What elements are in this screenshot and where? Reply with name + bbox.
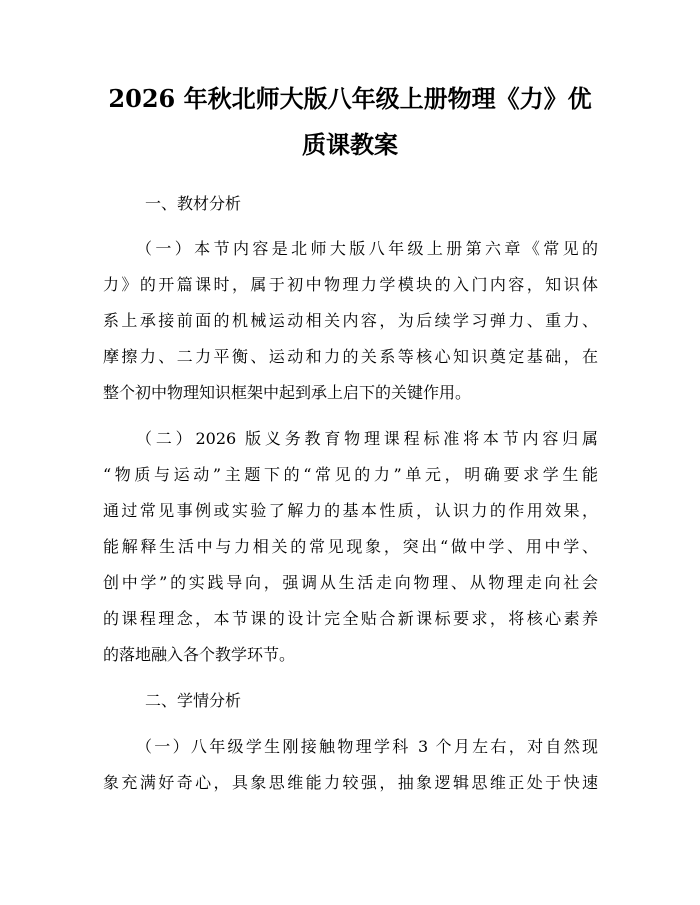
paragraph-line: 象充满好奇心，具象思维能力较强，抽象逻辑思维正处于快速 — [103, 773, 598, 792]
paragraph-line: 的落地融入各个教学环节。 — [103, 645, 296, 664]
paragraph-line: 力》的开篇课时，属于初中物理力学模块的入门内容，知识体 — [103, 275, 598, 294]
paragraph-line: 能解释生活中与力相关的常见现象，突出“做中学、用中学、 — [103, 537, 598, 556]
section-heading-learner-analysis: 二、学情分析 — [145, 691, 242, 710]
paragraph-line: 通过常见事例或实验了解力的基本性质，认识力的作用效果， — [103, 501, 598, 520]
paragraph-line: （一）八年级学生刚接触物理学科 3 个月左右，对自然现 — [136, 737, 598, 756]
section-heading-textbook-analysis: 一、教材分析 — [145, 194, 242, 213]
paragraph-line: （二）2026 版义务教育物理课程标准将本节内容归属 — [136, 429, 598, 448]
document-title-line-2: 质课教案 — [302, 130, 398, 159]
paragraph-line: 整个初中物理知识框架中起到承上启下的关键作用。 — [103, 383, 472, 402]
paragraph-line: 系上承接前面的机械运动相关内容，为后续学习弹力、重力、 — [103, 311, 598, 330]
document-title-line-1: 2026 年秋北师大版八年级上册物理《力》优 — [108, 84, 592, 113]
paragraph-line: 创中学”的实践导向，强调从生活走向物理、从物理走向社会 — [103, 573, 598, 592]
paragraph-line: 的课程理念，本节课的设计完全贴合新课标要求，将核心素养 — [103, 609, 598, 628]
paragraph-line: （一）本节内容是北师大版八年级上册第六章《常见的 — [136, 239, 598, 258]
paragraph-line: “物质与运动”主题下的“常见的力”单元，明确要求学生能 — [103, 465, 598, 484]
paragraph-line: 摩擦力、二力平衡、运动和力的关系等核心知识奠定基础，在 — [103, 347, 598, 366]
